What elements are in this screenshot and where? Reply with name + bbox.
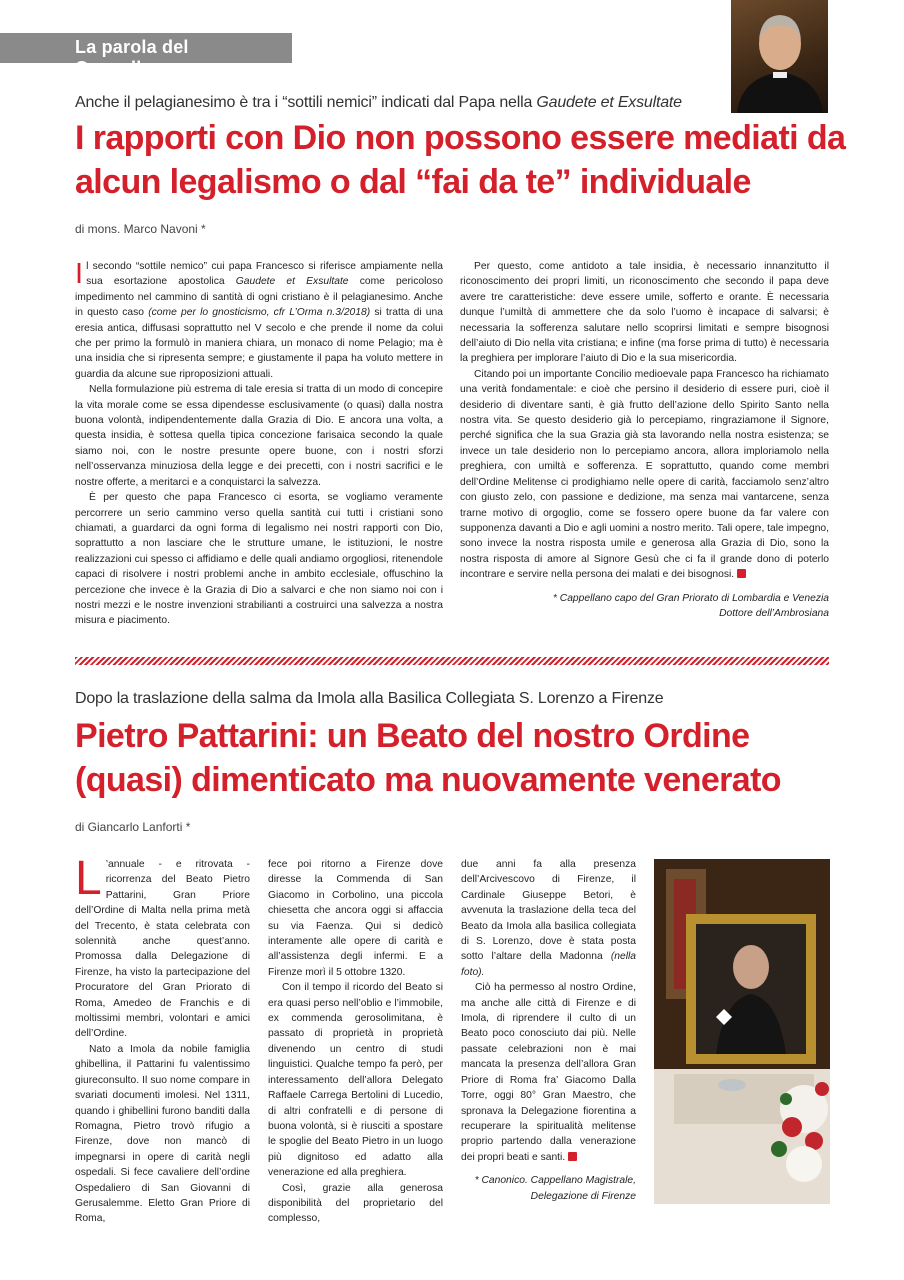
paragraph: Per questo, come antidoto a tale insidia, è necessario innanzitutto il riconoscimento dei propri limiti, un riconoscimento che secondo il papa deve avere tre caratteristiche: deve essere umile, sofferto e orante. È necessaria dunque l’umiltà di ammettere che da solo l’uomo è incapace di salvarsi; è necessaria la sofferenza salutare nello scoprirsi limitati e sempre bisognosi dell’aiuto di Dio nella vita cristiana; e infine (ma forse prima di tutto) è necessaria la preghiera per implorare l’aiuto di Dio e la sua misericordia.: [460, 261, 829, 365]
article1-title: I rapporti con Dio non possono essere mediati da alcun legalismo o dal “fai da te” individuale: [75, 119, 846, 201]
article2-kicker: Dopo la traslazione della salma da Imola alla Basilica Collegiata S. Lorenzo a Firenze: [75, 690, 664, 707]
drop-cap: I: [75, 258, 84, 290]
article1-kicker: Anche il pelagianesimo è tra i “sottili nemici” indicati dal Papa nella Gaudete et Exsultate: [75, 94, 682, 111]
drop-cap: L: [75, 852, 102, 905]
article2-byline: di Giancarlo Lanforti *: [75, 820, 191, 834]
article2-column-3: [461, 857, 636, 1204]
article2-column-2: [268, 857, 443, 1227]
paragraph: Con il tempo il ricordo del Beato si era quasi perso nell’oblio e l’immobile, ex commenda gerosolimitana, è passato di proprietà in proprietà divenendo un centro di studi linguistici. Qualche tempo fa però, per interessamento dell’allora Delegato Raffaele Carrega Bertolini di Lucedio, di altri confratelli e di persone di buona volontà, si è riusciti a spostare le spoglie del Beato Pietro in un luogo più dignitoso ed adatto alla venerazione ed alla preghiera.: [268, 982, 443, 1179]
article2-title: Pietro Pattarini: un Beato del nostro Ordine (quasi) dimenticato ma nuovamente venerato: [75, 717, 781, 799]
paragraph: Il secondo “sottile nemico” cui papa Francesco si riferisce ampiamente nella sua esortazione apostolica Gaudete et Exsultate come pericoloso impedimento nel cammino di santità di ogni cristiano è il pelagianesimo. Anche in questo caso (come per lo gnosticismo, cfr L’Orma n.3/2018) si tratta di una eresia antica, diffusasi soprattutto nel V secolo e che prende il nome da colui che per primo la formulò in maniera chiara, un monaco di nome Pelagio; ma è una insidia che si ripresenta sempre; e giustamente il papa ha voluto mettere in guardia da alcune sue riproposizioni attuali.: [75, 258, 443, 380]
section-rubric-label: La parola del Cappellano: [75, 37, 189, 78]
author-note: * Canonico. Cappellano Magistrale, Delegazione di Firenze: [474, 1175, 636, 1202]
section-rubric: [0, 33, 292, 78]
article1-column-1: [75, 259, 443, 629]
paragraph: Ciò ha permesso al nostro Ordine, ma anche alle città di Firenze e di Imola, di riprendere il culto di un Beato poco conosciuto dai più. Nelle passate celebrazioni non è mai mancata la presenza dell’allora Gran Priore di Roma fra’ Giacomo Dalla Torre, oggi 80° Gran Maestro, che spronava la Delegazione fiorentina a recuperare la spiritualità melitense proprio partendo dalla venerazione dei propri beati e santi.: [461, 982, 636, 1163]
altar-photo: [654, 859, 830, 1204]
paragraph: Citando poi un importante Concilio medioevale papa Francesco ha richiamato una verità fondamentale: e cioè che persino il desiderio di essere puri, cioè il desiderio di diventare santi, è già frutto dell’azione dello Spirito Santo nella nostra vita. Se questo desiderio già lo percepiamo, ringraziamone il Signore, perché significa che la sua Grazia già sta lavorando nella nostra esistenza; se invece un tale desiderio non lo percepiamo ancora, allora imploriamolo nella preghiera, con umiltà e sofferenza. E soprattutto, quando come membri dell’Ordine Melitense ci prodighiamo nelle opere di carità, facciamolo senz’altro con giusto zelo, con passione e dedizione, ma senza mai vantarcene, senza trarne motivo di orgoglio, come se fossero opere buone da far valere con supponenza davanti a Dio e agli uomini a nostro merito. Tali opere, tale impegno, sono invece la nostra risposta umile e generosa alla Grazia di Dio, sono la nostra risposta di amore al Signore Gesù che ci fa il grande dono di poterlo incontrare e servire nella persona dei malati e dei bisognosi.: [460, 368, 830, 581]
maltese-cross-icon: [568, 1152, 577, 1161]
paragraph: Nella formulazione più estrema di tale eresia si tratta di un modo di concepire la vita morale come se essa dipendesse esclusivamente (o quasi) dalla nostra buona volontà, indipendentemente dalla Grazia di Dio. E ancora una volta, a questa insidia, è sottesa quella tipica concezione farisaica secondo la quale siamo noi, con le nostre presunte opere buone, con i nostri sforzi nell’osservanza minuziosa della legge e dei precetti, con i nostri sacrifici e le nostre offerte, a meritarci e a conquistarci la salvezza.: [75, 384, 443, 488]
paragraph: È per questo che papa Francesco ci esorta, se vogliamo veramente percorrere un serio cammino verso quella santità cui tutti i cristiani sono chiamati, a guardarci da ogni forma di legalismo nei nostri rapporti con Dio, soprattutto a non lasciare che le strutture umane, le istituzioni, le nostre realizzazioni cui spesso ci affidiamo e delle quali andiamo orgogliosi, ritenendole capaci di risolvere i nostri problemi anche in ambito ecclesiale, offuschino la percezione che invece è la Grazia di Dio a salvarci e che non siamo noi con i nostri mezzi e le nostre invenzioni strabilianti a costruirci una salvezza a nostra misura e piacimento.: [75, 492, 443, 627]
paragraph: Nato a Imola da nobile famiglia ghibellina, il Pattarini fu valentissimo giureconsulto. Il suo nome compare in svariati documenti imolesi. Nel 1311, quando i ghibellini furono banditi dalla Romagna, Pietro trovò rifugio a Firenze, dove non mancò di impegnarsi in opere di carità negli ospedali. Si fece cavaliere dell’ordine Ospedaliero di San Giovanni di Gerusalemme. Eletto Gran Priore di Roma,: [75, 1043, 250, 1225]
maltese-cross-icon: [737, 569, 746, 578]
section-divider: [75, 657, 829, 665]
article1-byline: di mons. Marco Navoni *: [75, 222, 206, 236]
chaplain-portrait: [731, 0, 828, 113]
author-note: * Cappellano capo del Gran Priorato di Lombardia e Venezia Dottore dell’Ambrosiana: [552, 592, 829, 619]
paragraph: Così, grazie alla generosa disponibilità del proprietario del complesso,: [268, 1182, 443, 1225]
paragraph: due anni fa alla presenza dell’Arcivescovo di Firenze, il Cardinale Giuseppe Betori, è avvenuta la traslazione della teca del Beato da Imola alla basilica collegiata di S. Lorenzo, dove è stata posta sotto l’altare della Madonna (nella foto).: [461, 859, 636, 978]
paragraph: L ’annuale - e ritrovata - ricorrenza del Beato Pietro Pattarini, Gran Priore dell’Ordine di Malta nella prima metà del Trecento, è stata celebrata con solennità anche quest’anno. Promossa dalla Delegazione di Firenze, ha visto la partecipazione del Procuratore del Gran Priorato di Roma, Amedeo de Franchis e di moltissimi membri, volontari e amici dell’Ordine.: [75, 852, 250, 1040]
article2-column-1: [75, 852, 250, 1227]
paragraph: fece poi ritorno a Firenze dove diresse la Commenda di San Giacomo in Corbolino, una piccola chiesetta che ancora oggi si affaccia su via Faenza. Qui si dedicò interamente alle opere di carità e all’assistenza degli infermi. E a Firenze morì il 5 ottobre 1320.: [268, 859, 443, 978]
article1-column-2: [460, 259, 829, 621]
